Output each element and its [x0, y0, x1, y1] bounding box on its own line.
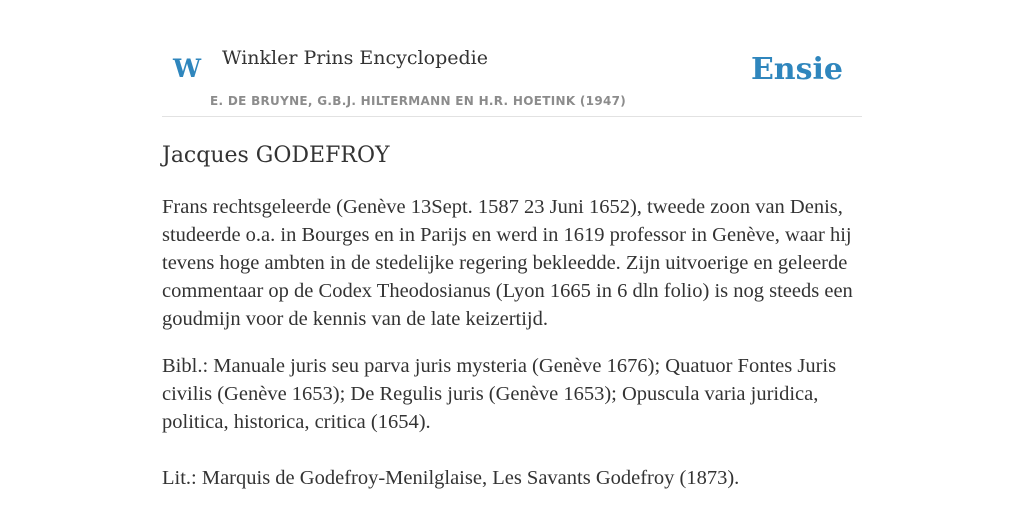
article-bibliography: Bibl.: Manuale juris seu parva juris mysteria (Genève 1676); Quatuor Fontes Juris civilis (Genève 1653); De Regulis juris (Genève 1653); Opuscula varia juridica, politica, historica, critica (1654).	[162, 355, 837, 433]
article-literature: Lit.: Marquis de Godefroy-Menilglaise, Les Savants Godefroy (1873).	[162, 467, 740, 489]
article-title: Jacques GODEFROY	[162, 143, 390, 168]
article-body: Frans rechtsgeleerde (Genève 13Sept. 1587 23 Juni 1652), tweede zoon van Denis, studeerde o.a. in Bourges en in Parijs en werd in 1619 professor in Genève, waar hij tevens hoge ambten in de stedelijke regering bekleedde. Zijn uitvoerige en geleerde commentaar op de Codex Theodosianus (Lyon 1665 in 6 dln folio) is nog steeds een goudmijn voor de kennis van de late keizertijd.	[162, 196, 853, 330]
source-header	[162, 0, 862, 117]
winkler-prins-logo-icon[interactable]: W	[173, 54, 202, 83]
source-title[interactable]: Winkler Prins Encyclopedie	[222, 47, 488, 69]
source-authors: E. DE BRUYNE, G.B.J. HILTERMANN EN H.R. HOETINK (1947)	[210, 94, 627, 108]
page	[162, 0, 862, 492]
ensie-logo-link[interactable]: Ensie	[750, 52, 843, 87]
